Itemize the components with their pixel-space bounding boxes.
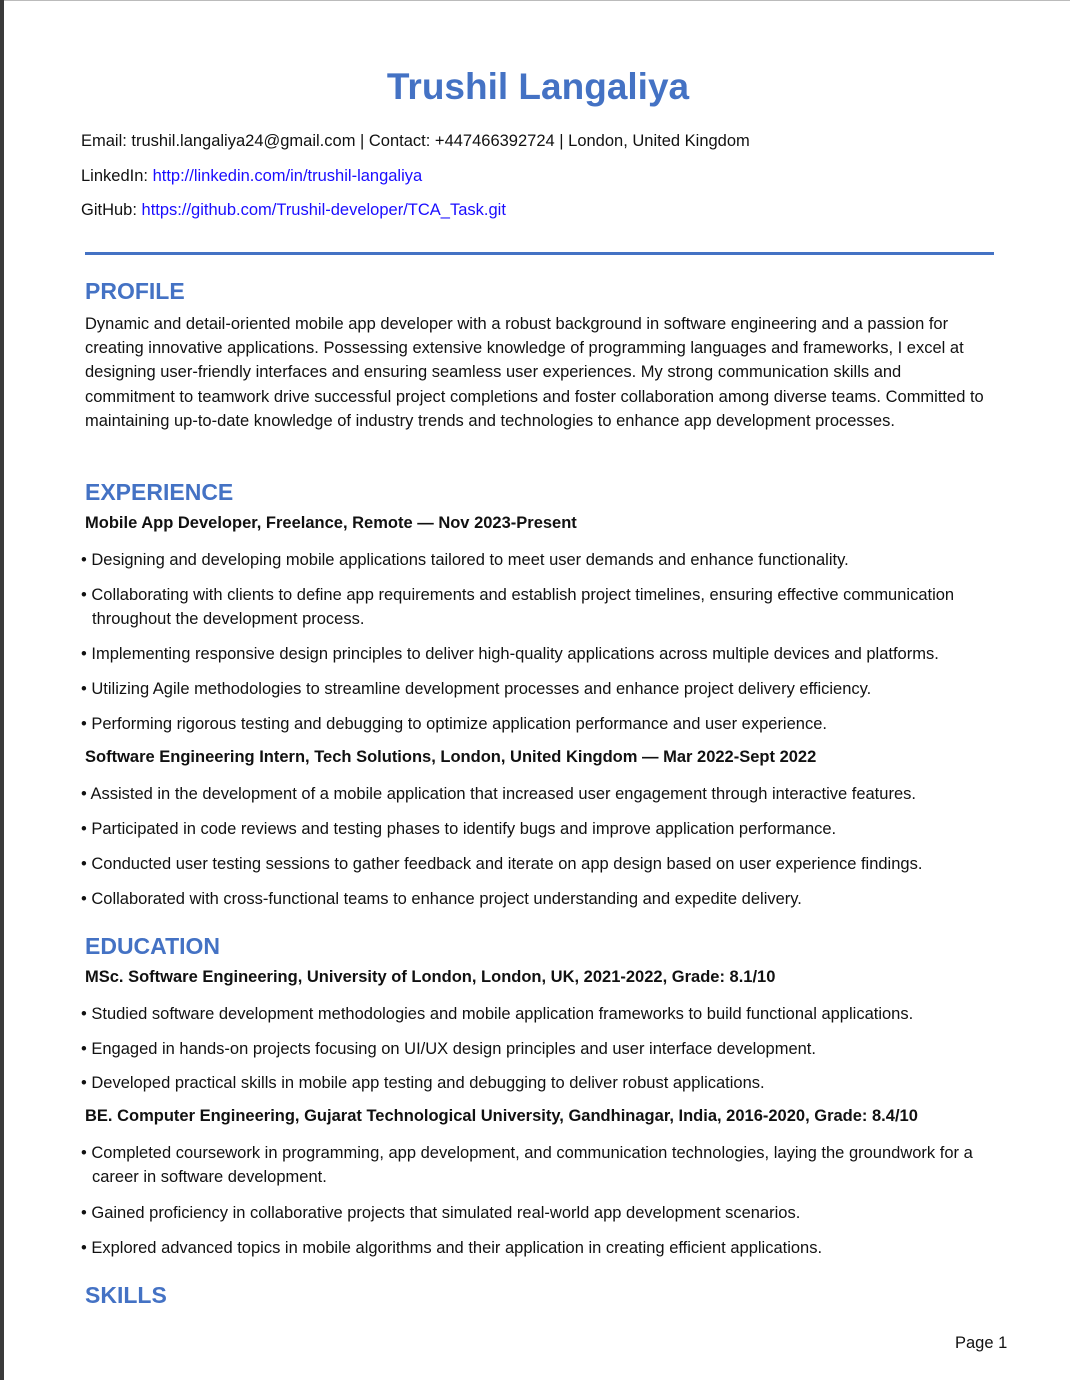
- candidate-name: Trushil Langaliya: [386, 66, 690, 107]
- job-bullet: • Performing rigorous testing and debugging to optimize application performance and user experience.: [81, 715, 827, 733]
- github-link[interactable]: https://github.com/Trushil-developer/TCA_Task.git: [141, 201, 506, 219]
- header-divider: [85, 252, 994, 255]
- job-bullet: • Implementing responsive design principles to deliver high-quality applications across multiple devices and platforms.: [81, 645, 939, 663]
- profile-summary: Dynamic and detail-oriented mobile app developer with a robust background in software engineering and a passion for creating innovative applications. Possessing extensive knowledge of programming languages and frameworks, I excel at designing user-friendly interfaces and ensuring seamless user experiences. My strong communication skills and commitment to teamwork drive successful project completions and foster collaboration among diverse teams. Committed to maintaining up-to-date knowledge of industry trends and technologies to enhance app development processes.: [85, 315, 984, 430]
- job-bullet: • Collaborated with cross-functional teams to enhance project understanding and expedite delivery.: [81, 890, 802, 908]
- job-bullet: • Designing and developing mobile applications tailored to meet user demands and enhance functionality.: [81, 551, 849, 569]
- job-bullet: • Conducted user testing sessions to gather feedback and iterate on app design based on user experience findings.: [81, 855, 923, 873]
- job-title-freelance: Mobile App Developer, Freelance, Remote — Nov 2023-Present: [85, 514, 577, 532]
- linkedin-label: LinkedIn:: [81, 167, 153, 185]
- job-bullet: • Participated in code reviews and testing phases to identify bugs and improve application performance.: [81, 820, 837, 838]
- linkedin-link[interactable]: http://linkedin.com/in/trushil-langaliya: [152, 167, 423, 185]
- degree-bullet: • Developed practical skills in mobile app testing and debugging to deliver robust applications.: [81, 1074, 765, 1092]
- degree-title-be: BE. Computer Engineering, Gujarat Technological University, Gandhinagar, India, 2016-2020, Grade: 8.4/10: [85, 1107, 918, 1125]
- profile-heading: PROFILE: [85, 278, 185, 304]
- degree-bullet: • Completed coursework in programming, app development, and communication technologies, laying the groundwork for a career in software development.: [81, 1144, 973, 1187]
- linkedin-line: [81, 167, 422, 186]
- degree-title-msc: MSc. Software Engineering, University of London, London, UK, 2021-2022, Grade: 8.1/10: [85, 968, 776, 986]
- contact-info: Email: trushil.langaliya24@gmail.com | Contact: +447466392724 | London, United Kingdom: [81, 132, 750, 150]
- degree-bullet: • Gained proficiency in collaborative projects that simulated real-world app development scenarios.: [81, 1204, 801, 1222]
- page-number: Page 1: [955, 1334, 1008, 1352]
- skills-heading: SKILLS: [85, 1282, 167, 1308]
- job-bullet: • Collaborating with clients to define app requirements and establish project timelines, ensuring effective communication throughout the development process.: [81, 586, 955, 629]
- github-line: [81, 201, 506, 220]
- experience-heading: EXPERIENCE: [85, 479, 234, 505]
- job-bullet: • Assisted in the development of a mobile application that increased user engagement through interactive features.: [81, 785, 916, 803]
- degree-bullet: • Studied software development methodologies and mobile application frameworks to build functional applications.: [81, 1005, 914, 1023]
- github-label: GitHub:: [81, 201, 142, 219]
- education-heading: EDUCATION: [85, 933, 221, 959]
- degree-bullet: • Explored advanced topics in mobile algorithms and their application in creating efficient applications.: [81, 1239, 823, 1257]
- degree-bullet: • Engaged in hands-on projects focusing on UI/UX design principles and user interface development.: [81, 1040, 816, 1058]
- job-title-intern: Software Engineering Intern, Tech Solutions, London, United Kingdom — Mar 2022-Sept 2022: [85, 748, 817, 766]
- job-bullet: • Utilizing Agile methodologies to streamline development processes and enhance project delivery efficiency.: [81, 680, 872, 698]
